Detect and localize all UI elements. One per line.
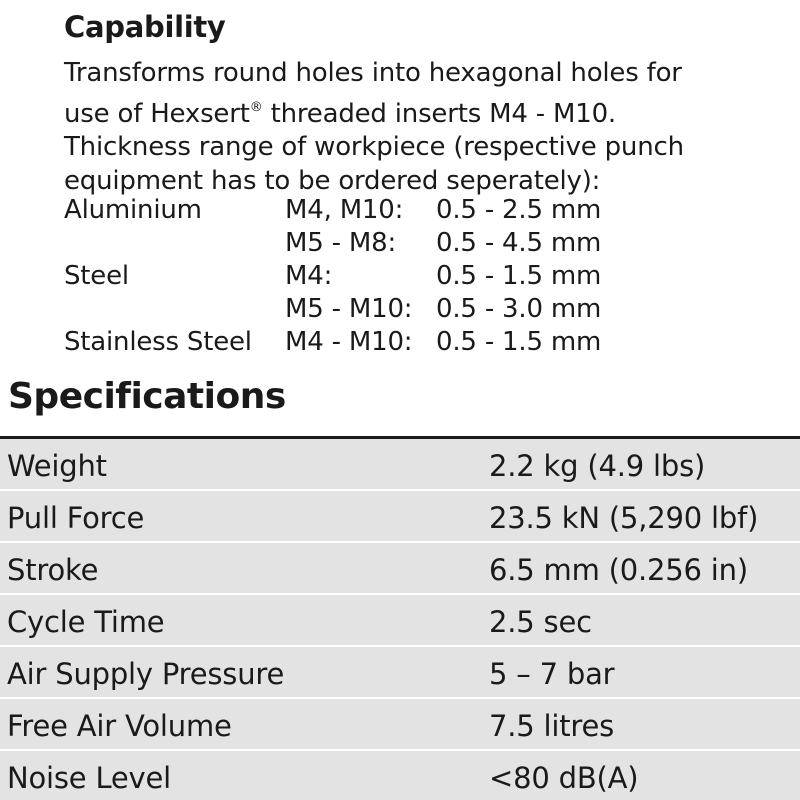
insert-size: M4, M10: xyxy=(285,195,404,225)
capability-description xyxy=(64,57,764,198)
thickness-range: 0.5 - 2.5 mm xyxy=(436,195,602,225)
insert-size: M4: xyxy=(285,261,333,291)
thickness-range: 0.5 - 1.5 mm xyxy=(436,261,602,291)
insert-size: M5 - M8: xyxy=(285,228,397,258)
thickness-range: 0.5 - 1.5 mm xyxy=(436,327,602,357)
spec-row-cycle-time xyxy=(0,595,800,647)
spec-label: Free Air Volume xyxy=(7,709,232,743)
thickness-range-row xyxy=(64,292,764,326)
spec-row-air-supply-pressure xyxy=(0,647,800,699)
spec-row-noise-level xyxy=(0,751,800,800)
spec-row-pull-force xyxy=(0,491,800,543)
spec-row-stroke xyxy=(0,543,800,595)
spec-label: Weight xyxy=(7,449,107,483)
capability-heading: Capability xyxy=(64,10,226,44)
material-name: Steel xyxy=(64,261,129,291)
insert-size: M4 - M10: xyxy=(285,327,413,357)
spec-value: 6.5 mm (0.256 in) xyxy=(489,553,748,587)
thickness-range-row xyxy=(64,226,764,260)
spec-label: Cycle Time xyxy=(7,605,165,639)
spec-value: 7.5 litres xyxy=(489,709,615,743)
thickness-range: 0.5 - 3.0 mm xyxy=(436,294,602,324)
registered-mark: ® xyxy=(249,99,263,115)
spec-value: 5 – 7 bar xyxy=(489,657,615,691)
spec-label: Stroke xyxy=(7,553,99,587)
thickness-range-row xyxy=(64,325,764,359)
material-name: Aluminium xyxy=(64,195,202,225)
specifications-heading: Specifications xyxy=(8,376,286,417)
thickness-range-row xyxy=(64,259,764,293)
spec-value: <80 dB(A) xyxy=(489,761,639,795)
spec-label: Pull Force xyxy=(7,501,145,535)
description-line-3: Thickness range of workpiece (respective punch xyxy=(64,132,684,162)
spec-row-weight xyxy=(0,439,800,491)
spec-row-free-air-volume xyxy=(0,699,800,751)
spec-label: Noise Level xyxy=(7,761,172,795)
thickness-range: 0.5 - 4.5 mm xyxy=(436,228,602,258)
spec-value: 23.5 kN (5,290 lbf) xyxy=(489,501,759,535)
thickness-range-row xyxy=(64,193,764,227)
description-line-2b: threaded inserts M4 - M10. xyxy=(262,98,616,129)
description-line-4: equipment has to be ordered seperately): xyxy=(64,165,601,196)
spec-value: 2.2 kg (4.9 lbs) xyxy=(489,449,706,483)
description-line-2a: use of Hexsert xyxy=(64,98,250,129)
insert-size: M5 - M10: xyxy=(285,294,413,324)
material-name: Stainless Steel xyxy=(64,327,252,357)
spec-value: 2.5 sec xyxy=(489,605,592,639)
specifications-table xyxy=(0,436,800,800)
spec-label: Air Supply Pressure xyxy=(7,657,285,691)
description-line-1: Transforms round holes into hexagonal holes for xyxy=(64,58,682,88)
